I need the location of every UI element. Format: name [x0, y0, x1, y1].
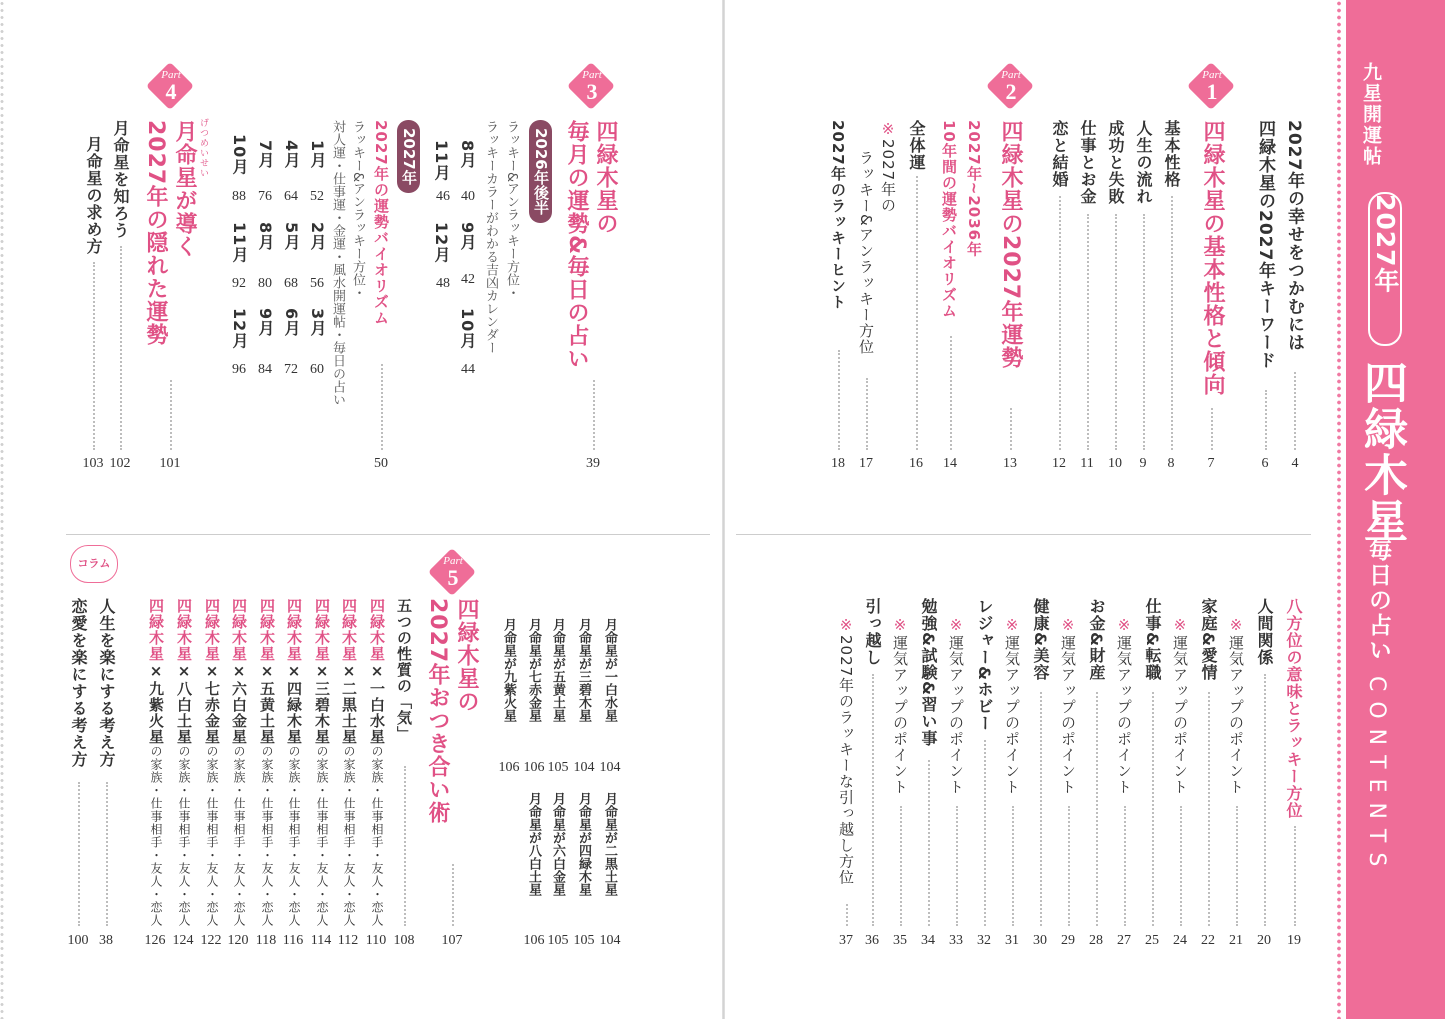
entry-title: 月命星が一白水星 — [602, 618, 617, 722]
page-number: 48 — [436, 276, 450, 291]
book-gutter — [722, 0, 725, 1019]
entry-title: 恋と結婚 — [1050, 120, 1069, 188]
entry-title: 四緑木星×一白水星の家族・仕事相手・友人・恋人 — [368, 598, 386, 927]
page-number: 16 — [909, 456, 923, 471]
page-number: 56 — [310, 276, 324, 291]
entry-title: 人間関係 — [1255, 598, 1274, 666]
part-title: 月命星が導く — [172, 120, 197, 258]
page-number: 6 — [1261, 456, 1269, 471]
dot-leader — [1012, 806, 1014, 926]
page-number: 9 — [1139, 456, 1147, 471]
entry-title: 四緑木星×九紫火星の家族・仕事相手・友人・恋人 — [147, 598, 165, 927]
band-edge-dots — [1336, 0, 1342, 1019]
dot-leader — [381, 364, 383, 450]
month-label: 7月 — [256, 140, 275, 170]
page-number: 46 — [436, 189, 450, 204]
dot-leader — [1236, 806, 1238, 926]
page-number: 100 — [67, 933, 89, 948]
dot-leader — [950, 336, 952, 450]
month-label: 6月 — [282, 308, 301, 338]
page-number: 60 — [310, 362, 324, 377]
dot-leader — [93, 262, 95, 450]
page-number: 33 — [949, 933, 963, 948]
monthly-note: ラッキー&アンラッキー方位・ — [350, 120, 365, 300]
page-number: 101 — [159, 456, 181, 471]
entry-title: 人生の流れ — [1134, 120, 1153, 205]
entry-title: 勉強&試験&習い事 — [919, 598, 938, 747]
part-3-badge: Part 3 — [567, 62, 617, 112]
page-number: 25 — [1145, 933, 1159, 948]
part-title-line2: 2027年の隠れた運勢 — [143, 120, 168, 347]
page-number: 104 — [599, 760, 621, 775]
page-number: 22 — [1201, 933, 1215, 948]
dot-leader — [1208, 692, 1210, 926]
page-number: 107 — [441, 933, 463, 948]
contents-label: CONTENTS — [1364, 676, 1389, 877]
dot-leader — [1143, 214, 1145, 450]
page-number: 80 — [258, 276, 272, 291]
calendar-note: ラッキー&アンラッキー方位・ — [504, 120, 519, 300]
page-number: 103 — [82, 456, 104, 471]
dot-leader — [866, 378, 868, 450]
entry-title: 全体運 — [907, 120, 926, 171]
entry-title: 基本性格 — [1162, 120, 1181, 188]
entry-title: 仕事とお金 — [1078, 120, 1097, 205]
month-label: 5月 — [282, 222, 301, 252]
entry-title: ※運気アップのポイント — [947, 616, 965, 795]
dot-leader — [900, 806, 902, 926]
entry-title: 成功と失敗 — [1106, 120, 1125, 205]
entry-title: 月命星の求め方 — [84, 136, 103, 255]
entry-title: 2027年のラッキーヒント — [829, 120, 847, 310]
entry-title: 人生を楽にする考え方 — [97, 598, 116, 768]
page-number: 96 — [232, 362, 246, 377]
entry-title: 月命星が三碧木星 — [576, 618, 591, 722]
entry-title: 健康&美容 — [1031, 598, 1050, 681]
page-number: 110 — [365, 933, 387, 948]
page-number: 29 — [1061, 933, 1075, 948]
dot-leader — [984, 740, 986, 926]
page-number: 122 — [200, 933, 222, 948]
dot-leader — [1059, 196, 1061, 450]
entry-title: 四緑木星×四緑木星の家族・仕事相手・友人・恋人 — [285, 598, 303, 927]
book-subtitle: 毎日の占い — [1365, 538, 1391, 663]
page-number: 112 — [337, 933, 359, 948]
page-number: 17 — [859, 456, 873, 471]
entry-title-line2: 10年間の運勢バイオリズム — [940, 120, 958, 319]
dot-leader — [846, 904, 848, 926]
month-label: 9月 — [256, 308, 275, 338]
entry-title: 仕事&転職 — [1143, 598, 1162, 681]
entry-title: 2027年~2036年 — [965, 120, 983, 258]
month-label: 8月 — [458, 140, 477, 170]
dot-leader — [1010, 408, 1012, 450]
page-number: 44 — [461, 362, 475, 377]
entry-title: 2027年の幸せをつかむには — [1284, 120, 1304, 352]
page-edge-dots — [0, 0, 4, 1019]
dot-leader — [1211, 408, 1213, 450]
entry-title: 月命星が五黄土星 — [550, 618, 565, 722]
page-number: 92 — [232, 276, 246, 291]
month-label: 4月 — [282, 140, 301, 170]
page-number: 105 — [547, 933, 569, 948]
page-number: 40 — [461, 189, 475, 204]
month-label: 11月 — [432, 140, 451, 182]
month-label: 12月 — [230, 308, 249, 350]
entry-title: 四緑木星×二黒土星の家族・仕事相手・友人・恋人 — [340, 598, 358, 927]
page-number: 104 — [599, 933, 621, 948]
page-number: 32 — [977, 933, 991, 948]
dot-leader — [1068, 806, 1070, 926]
page-number: 11 — [1080, 456, 1094, 471]
calendar-note-line2: ラッキーカラーがわかる吉凶カレンダー — [483, 120, 498, 354]
page-number: 20 — [1257, 933, 1271, 948]
page-number: 72 — [284, 362, 298, 377]
entry-title: 四緑木星×七赤金星の家族・仕事相手・友人・恋人 — [203, 598, 221, 927]
entry-title: ※運気アップのポイント — [891, 616, 909, 795]
part-2-badge: Part 2 — [986, 62, 1036, 112]
part-title-line2: 2027年おつき合い術 — [425, 598, 450, 825]
page-number: 52 — [310, 189, 324, 204]
month-label: 3月 — [308, 308, 327, 338]
entry-title: 月命星が八白土星 — [526, 792, 541, 896]
dot-leader — [928, 760, 930, 926]
month-label: 1月 — [308, 140, 327, 170]
dot-leader — [1152, 692, 1154, 926]
page-number: 34 — [921, 933, 935, 948]
part-1-badge: Part 1 — [1187, 62, 1237, 112]
entry-title: 四緑木星の2027年キーワード — [1255, 120, 1275, 370]
entry-title-line2: ラッキー&アンラッキー方位 — [857, 150, 875, 355]
page-number: 126 — [144, 933, 166, 948]
month-label: 10月 — [458, 308, 477, 350]
page-number: 88 — [232, 189, 246, 204]
dot-leader — [1180, 806, 1182, 926]
entry-title: ※2027年の — [879, 120, 897, 214]
page-number: 36 — [865, 933, 879, 948]
part-title: 四緑木星の2027年運勢 — [998, 120, 1023, 370]
page-number: 105 — [547, 760, 569, 775]
part-title: 四緑木星の基本性格と傾向 — [1200, 120, 1225, 396]
page-number: 105 — [573, 933, 595, 948]
page-number: 106 — [498, 760, 520, 775]
entry-title: 2027年の運勢バイオリズム — [372, 120, 390, 326]
dot-leader — [120, 246, 122, 450]
part-4-badge: Part 4 — [146, 62, 196, 112]
page-number: 116 — [282, 933, 304, 948]
page-number: 38 — [99, 933, 113, 948]
entry-title: お金&財産 — [1087, 598, 1106, 681]
page-number: 7 — [1207, 456, 1215, 471]
page-number: 28 — [1089, 933, 1103, 948]
month-label: 12月 — [432, 222, 451, 264]
page-number: 35 — [893, 933, 907, 948]
month-label: 11月 — [230, 222, 249, 264]
page-number: 19 — [1287, 933, 1301, 948]
month-label: 2月 — [308, 222, 327, 252]
reading-ruby: げつめいせい — [198, 118, 208, 178]
page-number: 10 — [1108, 456, 1122, 471]
entry-title: 四緑木星×五黄土星の家族・仕事相手・友人・恋人 — [258, 598, 276, 927]
entry-title: 八方位の意味とラッキー方位 — [1284, 598, 1303, 819]
page-number: 104 — [573, 760, 595, 775]
entry-title: ※運気アップのポイント — [1171, 616, 1189, 795]
page-number: 30 — [1033, 933, 1047, 948]
page-number: 14 — [943, 456, 957, 471]
dot-leader — [1294, 826, 1296, 926]
entry-title: 五つの性質の「気」 — [395, 598, 413, 742]
page-number: 18 — [831, 456, 845, 471]
part-5-badge: Part 5 — [428, 548, 478, 598]
period-pill: 2027年 — [397, 120, 420, 193]
page-number: 68 — [284, 276, 298, 291]
dot-leader — [452, 864, 454, 926]
month-label: 8月 — [256, 222, 275, 252]
entry-title: レジャー&ホビー — [975, 598, 994, 732]
dot-leader — [1265, 390, 1267, 450]
page-number: 27 — [1117, 933, 1131, 948]
page-number: 106 — [523, 760, 545, 775]
page-number: 114 — [310, 933, 332, 948]
page-number: 42 — [461, 272, 475, 287]
page-number: 102 — [109, 456, 131, 471]
entry-title: 月命星が七赤金星 — [526, 618, 541, 722]
entry-title: 四緑木星×六白金星の家族・仕事相手・友人・恋人 — [230, 598, 248, 927]
page-number: 4 — [1291, 456, 1299, 471]
page-number: 24 — [1173, 933, 1187, 948]
page-number: 39 — [586, 456, 600, 471]
column-badge: コラム — [70, 545, 118, 583]
left-page-divider — [66, 534, 710, 535]
dot-leader — [1264, 674, 1266, 926]
dot-leader — [106, 782, 108, 926]
entry-title: ※2027年のラッキーな引っ越し方位 — [837, 616, 855, 886]
entry-title: ※運気アップのポイント — [1003, 616, 1021, 795]
entry-title: 月命星が九紫火星 — [501, 618, 516, 722]
entry-title: 四緑木星×三碧木星の家族・仕事相手・友人・恋人 — [313, 598, 331, 927]
entry-title: 月命星を知ろう — [111, 120, 130, 239]
entry-title: 月命星が二黒土星 — [602, 792, 617, 896]
entry-title: 恋愛を楽にする考え方 — [69, 598, 88, 768]
page-number: 31 — [1005, 933, 1019, 948]
dot-leader — [404, 766, 406, 926]
page-number: 118 — [255, 933, 277, 948]
dot-leader — [1115, 214, 1117, 450]
entry-title: ※運気アップのポイント — [1059, 616, 1077, 795]
dot-leader — [593, 380, 595, 450]
page-number: 50 — [374, 456, 388, 471]
dot-leader — [1040, 692, 1042, 926]
page-number: 84 — [258, 362, 272, 377]
entry-title: 家庭&愛情 — [1199, 598, 1218, 681]
entry-title: 引っ越し — [863, 598, 882, 666]
page-number: 8 — [1167, 456, 1175, 471]
month-label: 9月 — [458, 222, 477, 252]
page-number: 37 — [839, 933, 853, 948]
page-number: 13 — [1003, 456, 1017, 471]
right-page-divider — [736, 534, 1311, 535]
series-title: 九星開運帖 — [1360, 62, 1382, 167]
dot-leader — [872, 674, 874, 926]
page-number: 106 — [523, 933, 545, 948]
book-title: 四緑木星 — [1356, 360, 1407, 544]
entry-title: 月命星が六白金星 — [550, 792, 565, 896]
dot-leader — [838, 350, 840, 450]
page-number: 64 — [284, 189, 298, 204]
dot-leader — [916, 176, 918, 450]
dot-leader — [1171, 196, 1173, 450]
entry-title: ※運気アップのポイント — [1115, 616, 1133, 795]
dot-leader — [170, 380, 172, 450]
page-number: 21 — [1229, 933, 1243, 948]
monthly-note-line2: 対人運・仕事運・金運・風水開運帖・毎日の占い — [330, 120, 345, 406]
dot-leader — [78, 782, 80, 926]
part-title: 四緑木星の — [593, 120, 618, 235]
period-pill: 2026年後半 — [529, 120, 552, 223]
page-number: 76 — [258, 189, 272, 204]
entry-title: ※運気アップのポイント — [1227, 616, 1245, 795]
page-number: 12 — [1052, 456, 1066, 471]
entry-title: 月命星が四緑木星 — [576, 792, 591, 896]
page-number: 124 — [172, 933, 194, 948]
year-badge: 2027年 — [1368, 192, 1402, 346]
entry-title: 四緑木星×八白土星の家族・仕事相手・友人・恋人 — [175, 598, 193, 927]
page-number: 120 — [227, 933, 249, 948]
dot-leader — [1294, 372, 1296, 450]
dot-leader — [1087, 214, 1089, 450]
page-number: 108 — [393, 933, 415, 948]
month-label: 10月 — [230, 134, 249, 176]
dot-leader — [1124, 806, 1126, 926]
dot-leader — [956, 806, 958, 926]
part-title: 四緑木星の — [454, 598, 479, 713]
dot-leader — [1096, 692, 1098, 926]
part-title-line2: 毎月の運勢&毎日の占い — [564, 120, 589, 371]
